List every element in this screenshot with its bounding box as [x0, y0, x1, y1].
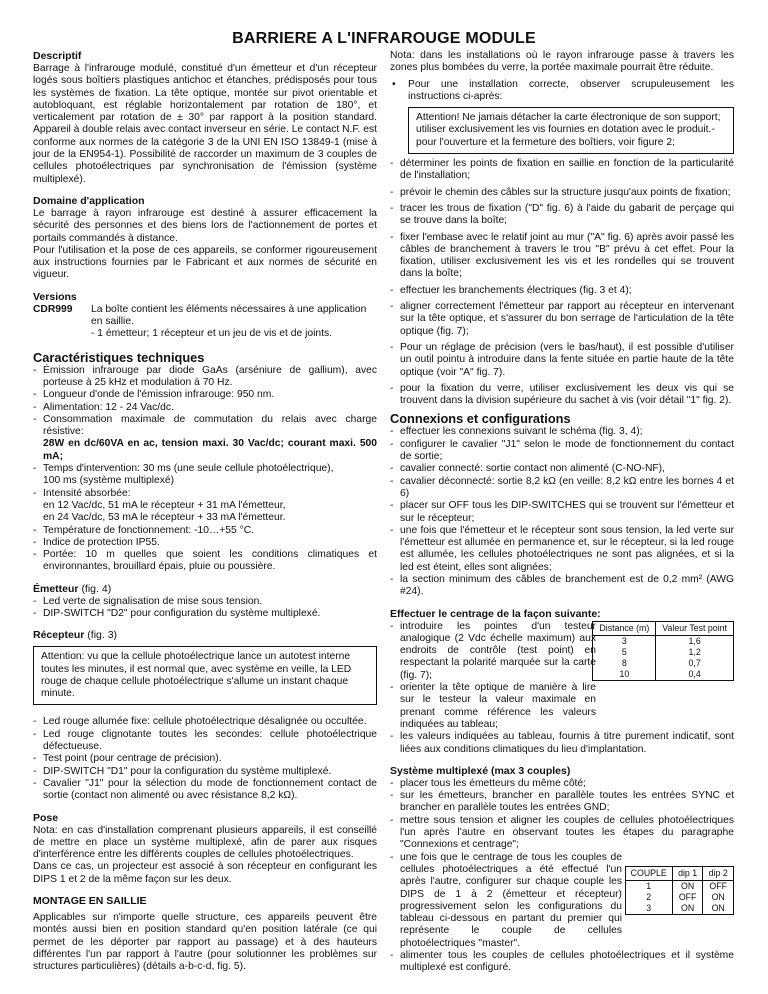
installation-steps: [390, 158, 734, 407]
list-item: - alimenter tous les couples de cellules photoélectriques et il système multiplexé est configuré.: [390, 950, 734, 975]
list-item: - introduire les pointes d'un testeur analogique (2 Vdc échelle maximum) aux endroits de contrôle (test point) en respectant la polarité marquée sur la carte (fig. 7);: [390, 621, 596, 682]
table-row: [593, 635, 734, 647]
list-item: - Test point (pour centrage de précision).: [33, 753, 377, 765]
version-line-2: - 1 émetteur; 1 récepteur et un jeu de vis et de joints.: [91, 328, 332, 340]
table-row: [593, 658, 734, 669]
table-row: [593, 647, 734, 658]
table-cell: ON: [711, 891, 725, 902]
list-item-detail: 28W en dc/60VA en ac, tension maxi. 30 Vac/dc; courant maxi. 500 mA;: [43, 438, 377, 462]
table-cell: ON: [711, 902, 725, 913]
list-item: - mettre sous tension et aligner les couples de cellules photoélectriques l'un après l'autre en observant toutes les étapes du paragraphe "Connexions et centrage";: [390, 815, 734, 852]
table-row: [593, 669, 734, 681]
table-cell: OFF: [709, 880, 727, 891]
test-point-table: [592, 621, 734, 681]
pose-intro-list: [390, 79, 734, 104]
attention-callout: Attention! Ne jamais détacher la carte électronique de son support; utiliser exclusivement les vis fournies en dotation avec le produit.- pour l'ouverture et la fermeture des boîtiers, voir figure 2;: [408, 107, 734, 154]
list-item: - aligner correctement l'émetteur par rapport au récepteur en intervenant sur la tête optique, et s'assurer du bon serrage de l'articulation de la tête optique (fig. 7);: [390, 301, 734, 338]
recepteur-heading: [33, 629, 377, 642]
list-item-detail: en 12 Vac/dc, 51 mA le récepteur + 31 mA l'émetteur,: [43, 499, 286, 511]
list-item: - orienter la tête optique de manière à lire sur le testeur la valeur maximale en prenant comme référence les valeurs indiquées au tableau;: [390, 682, 596, 731]
list-item: - Indice de protection IP55.: [33, 537, 377, 549]
list-item-text: Intensité absorbée:: [43, 487, 131, 499]
list-item: - les valeurs indiquées au tableau, fournis à titre purement indicatif, sont liées aux conditions climatiques du lieu d'implantation.: [390, 731, 734, 756]
list-item: - Cavalier "J1" pour la sélection du mode de fonctionnement contact de sortie (contact non alimenté ou avec résistance 8,2 kΩ).: [33, 778, 377, 803]
emetteur-figure-ref: (fig. 4): [81, 582, 112, 595]
list-item: - Led rouge allumée fixe: cellule photoélectrique désalignée ou occultée.: [33, 716, 377, 728]
table-header: dip 1: [672, 866, 703, 880]
list-item: - Portée: 10 m quelles que soient les conditions climatiques et environnantes, brouillard épais, pluie ou poussière.: [33, 549, 377, 574]
page-title: BARRIERE A L'INFRAROUGE MODULE: [232, 30, 536, 47]
table-cell: 1,2: [688, 646, 701, 657]
domaine-text-2: Pour l'utilisation et la pose de ces appareils, se conformer rigoureusement aux instructions fournies par le Fabricant et aux normes de sécurité en vigueur.: [33, 244, 377, 281]
recepteur-list: [33, 716, 377, 802]
table-header: Valeur Test point: [656, 621, 734, 635]
recepteur-figure-ref: (fig. 3): [87, 629, 118, 642]
right-column: [390, 50, 734, 975]
table-cell: ON: [672, 903, 703, 915]
table-cell: 0,4: [688, 668, 701, 679]
dip-switch-table: [625, 866, 734, 915]
caracteristiques-heading: Caractéristiques techniques: [33, 349, 205, 365]
list-item-text: Consommation maximale de commutation du relais avec charge résistive:: [43, 413, 377, 438]
pose-text-1: Nota: en cas d'installation comprenant plusieurs appareils, il est conseillé de mettre en place un système multiplexé, afin de parer aux risques d'interférence entre les différents couples de cellules photoélectriques.: [33, 824, 377, 861]
descriptif-text: Barrage à l'infrarouge modulé, constitué d'un émetteur et d'un récepteur logés sous boîtiers plastiques antichoc et étanches, prédisposés pour tous les systèmes de fixation. La tête optique, montée sur pivot orientable et autobloquant, est réglable horizontalement par rotation de 180°, et verticalement par rotation de ± 30° par rapport à la position standard. Appareil à double relais avec contact inverseur en série. Le contact N.F. est conforme aux normes de la catégorie 3 de la UNI EN ISO 13849-1 (mise à jour de la EN954-1). Possibilité de raccorder un maximum de 3 couples de cellules photoélectriques par synchronisation de l'émission (système multiplexé).: [33, 63, 377, 185]
table-cell: OFF: [672, 892, 703, 903]
descriptif-heading: Descriptif: [33, 50, 82, 62]
connexions-heading: Connexions et configurations: [390, 411, 571, 427]
list-item: - Longueur d'onde de l'émission infrarouge: 950 nm.: [33, 389, 377, 401]
list-item: - placer sur OFF tous les DIP-SWITCHES qui se trouvent sur l'émetteur et sur le récepteur;: [390, 500, 734, 525]
list-item: - placer tous les émetteurs du même côté;: [390, 778, 734, 790]
list-item: • Pour une installation correcte, observer scrupuleusement les instructions ci-après:: [390, 79, 734, 104]
table-cell: 2: [625, 892, 672, 903]
list-item: - Température de fonctionnement: -10…+55 °C.: [33, 525, 377, 537]
recepteur-heading-text: Récepteur: [33, 629, 85, 642]
centrage-heading: Effectuer le centrage de la façon suivante:: [390, 607, 601, 620]
table-cell: 3: [593, 635, 656, 647]
list-item-detail: 100 ms (système multiplexé): [43, 475, 175, 487]
versions-heading: Versions: [33, 290, 77, 303]
table-cell: 8: [593, 658, 656, 669]
table-cell: 0,7: [688, 657, 701, 668]
list-item: - effectuer les branchements électriques (fig. 3 et 4);: [390, 285, 734, 297]
centrage-block: [390, 621, 734, 756]
domaine-text-1: Le barrage à rayon infrarouge est destiné à assurer efficacement la sécurité des personnes et des biens lors de l'actionnement de portes et portails commandés à distance.: [33, 207, 377, 244]
list-item: [33, 414, 377, 463]
list-item: - DIP-SWITCH "D1" pour la configuration du système multiplexé.: [33, 766, 377, 778]
attention-box: Attention: vu que la cellule photoélectrique lance un autotest interne toutes les minutes, il est normal que, avec système en veille, la LED rouge de chaque cellule photoélectrique s'allume un instant chaque minute.: [33, 646, 377, 705]
table-row: [625, 880, 733, 892]
montage-heading: MONTAGE EN SAILLIE: [33, 895, 147, 908]
version-line-1: La boîte contient les éléments nécessaires à une application en saillie.: [91, 303, 367, 328]
emetteur-list: [33, 596, 377, 621]
list-item: - prévoir le chemin des câbles sur la structure jusqu'aux points de fixation;: [390, 187, 734, 199]
nota-text: Nota: dans les installations où le rayon infrarouge passe à travers les zones plus bombées du verre, la portée maximale pourrait être réduite.: [390, 50, 734, 74]
list-item: - Pour un réglage de précision (vers le bas/haut), il est possible d'utiliser un outil pointu à introduire dans la fente située en partie haute de la tête optique (voir "A" fig. 7).: [390, 342, 734, 379]
list-item: - cavalier connecté: sortie contact non alimenté (C-NO-NF),: [390, 463, 734, 475]
pose-text-2: Dans ce cas, un projecteur est associé à son récepteur en configurant les DIPS 1 et 2 de la même façon sur les deux.: [33, 861, 377, 885]
left-column: [33, 50, 377, 974]
list-item: [33, 488, 377, 525]
table-header: Distance (m): [593, 621, 656, 635]
list-item: - pour la fixation du verre, utiliser exclusivement les deux vis qui se trouvent dans la division supérieure du sachet à vis (voir détail "1" fig. 2).: [390, 383, 734, 408]
list-item: - déterminer les points de fixation en saillie en fonction de la particularité de l'installation;: [390, 158, 734, 183]
list-item: - DIP-SWITCH "D2" pour configuration du système multiplexé.: [33, 608, 377, 620]
table-header: dip 2: [703, 866, 734, 880]
list-item: - Led rouge clignotante toutes les secondes: cellule photoélectrique défectueuse.: [33, 729, 377, 754]
list-item: - effectuer les connexions suivant le schéma (fig. 3, 4);: [390, 426, 734, 438]
multiplexe-list-top: [390, 778, 734, 852]
table-cell: 1: [625, 880, 672, 892]
multiplexe-block: [390, 852, 734, 975]
connexions-list: [390, 426, 734, 598]
domaine-heading: Domaine d'application: [33, 194, 145, 207]
list-item: - fixer l'embase avec le relatif joint au mur ("A" fig. 6) après avoir passé les câbles de branchement à travers le trou "B" prévu à cet effet. Pour la fixation, utiliser exclusivement les vis et les rondelles qui se trouvent dans la boîte;: [390, 232, 734, 281]
multiplexe-heading: Système multiplexé (max 3 couples): [390, 764, 571, 777]
list-item: - une fois que le centrage de tous les couples de cellules photoélectriques a été effectué l'un après l'autre, configurer sur chaque couple les DIPS de 1 à 2 (émetteur et récepteur) progressivement selon les configurations du tableau ci-dessous en partant du premier qui représente le couple de cellules photoélectriques "master".: [390, 852, 622, 950]
list-item: - une fois que l'émetteur et le récepteur sont sous tension, la led verte sur l'émetteur est allumée en permanence et, sur le récepteur, si la led rouge est allumée, les cellules photoélectriques ne sont pas alignées, et si la led est éteint, elles sont alignées;: [390, 525, 734, 574]
table-row: [625, 903, 733, 915]
list-item: - sur les émetteurs, brancher en parallèle toutes les entrées SYNC et brancher en parallèle toutes les entrées GND;: [390, 790, 734, 815]
table-row: [625, 892, 733, 903]
list-item: - la section minimum des câbles de branchement est de 0,2 mm² (AWG #24).: [390, 574, 734, 599]
version-code: CDR999: [33, 303, 73, 315]
list-item: - Émission infrarouge par diode GaAs (arséniure de gallium), avec porteuse à 25 kHz et modulation à 70 Hz.: [33, 365, 377, 390]
emetteur-heading-text: Émetteur: [33, 582, 79, 595]
table-cell: ON: [672, 880, 703, 892]
list-item-detail: en 24 Vac/dc, 53 mA le récepteur + 33 mA l'émetteur.: [43, 512, 286, 524]
table-cell: 3: [625, 903, 672, 915]
table-header: COUPLE: [625, 866, 672, 880]
table-cell: 1,6: [688, 635, 701, 646]
emetteur-heading: [33, 583, 377, 596]
list-item: - cavalier déconnecté: sortie 8,2 kΩ (en veille: 8,2 kΩ entre les bornes 4 et 6): [390, 476, 734, 501]
table-cell: 5: [593, 647, 656, 658]
list-item: - Led verte de signalisation de mise sous tension.: [33, 596, 377, 608]
list-item: - configurer le cavalier "J1" selon le mode de fonctionnement du contact de sortie;: [390, 439, 734, 464]
pose-heading: Pose: [33, 811, 59, 824]
list-item: - tracer les trous de fixation ("D" fig. 6) à l'aide du gabarit de perçage qui se trouve dans la boîte;: [390, 203, 734, 228]
list-item-text: Temps d'intervention: 30 ms (une seule cellule photoélectrique),: [43, 463, 334, 475]
table-cell: 10: [593, 669, 656, 681]
caracteristiques-list: [33, 365, 377, 574]
list-item: [33, 463, 377, 488]
montage-text: Applicables sur n'importe quelle structure, ces appareils peuvent être montés aussi bien en position standard qu'en position latérale (ce qui permet de les déporter par rapport au passage) et à des hauteurs différentes l'un par rapport à l'autre (pour solutionner les problèmes sur structures particulières) (détails a-b-c-d, fig. 5).: [33, 912, 377, 973]
list-item: - Alimentation: 12 - 24 Vac/dc.: [33, 402, 377, 414]
versions-row: [33, 304, 377, 341]
